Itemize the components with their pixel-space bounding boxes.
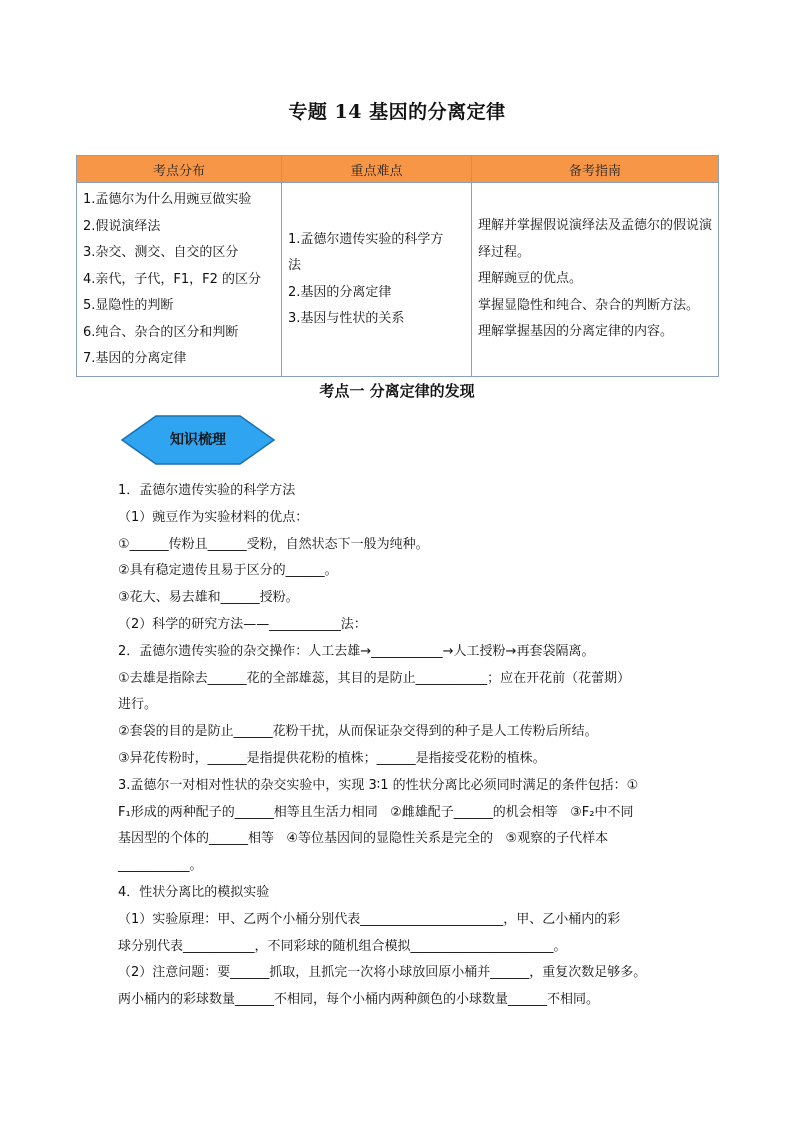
overview-table bbox=[76, 155, 719, 377]
table-header-row bbox=[77, 156, 719, 183]
content-line: 4．性状分离比的模拟实验 bbox=[118, 884, 270, 900]
difficulty-item: 2.基因的分离定律 bbox=[288, 284, 392, 300]
header-key-difficulties: 重点难点 bbox=[282, 156, 472, 183]
exam-point-item: 3.杂交、测交、自交的区分 bbox=[83, 245, 239, 260]
table-row bbox=[77, 183, 719, 377]
content-line: ①______传粉且______受粉，自然状态下一般为纯种。 bbox=[118, 536, 429, 552]
key-difficulties-cell bbox=[282, 183, 472, 377]
content-line: ___________。 bbox=[118, 858, 203, 874]
content-body bbox=[118, 478, 678, 1014]
guide-item: 理解并掌握假说演绎法及孟德尔的假说演绎过程。 bbox=[478, 218, 713, 260]
exam-point-item: 4.亲代，子代，F1，F2 的区分 bbox=[83, 271, 262, 287]
content-line: 3.孟德尔一对相对性状的杂交实验中，实现 3∶1 的性状分离比必须同时满足的条件包括：① bbox=[118, 777, 639, 793]
content-line: ③异花传粉时，______是指提供花粉的植株；______是指接受花粉的植株。 bbox=[118, 750, 546, 766]
exam-point-item: 6.纯合、杂合的区分和判断 bbox=[83, 324, 239, 340]
exam-point-item: 5.显隐性的判断 bbox=[83, 298, 174, 313]
content-line: F₁形成的两种配子的______相等且生活力相同 ②雌雄配子______的机会相等 ③F₂中不同 bbox=[118, 804, 634, 820]
content-line: （2）科学的研究方法——___________法： bbox=[118, 616, 367, 632]
content-line: ③花大、易去雄和______授粉。 bbox=[118, 590, 299, 606]
page-title: 专题 14 基因的分离定律 bbox=[288, 101, 506, 123]
content-line: ①去雄是指除去______花的全部雄蕊，其目的是防止___________；应在开花前（花蕾期） bbox=[118, 670, 631, 686]
exam-point-item: 2.假说演绎法 bbox=[83, 218, 161, 234]
difficulty-item: 1.孟德尔遗传实验的科学方 bbox=[288, 231, 444, 247]
guide-item: 掌握显隐性和纯合、杂合的判断方法。 bbox=[478, 297, 700, 313]
content-line: （1）实验原理：甲、乙两个小桶分别代表______________________，甲、乙小桶内的彩 bbox=[118, 911, 621, 927]
content-line: 两小桶内的彩球数量______不相同，每个小桶内两种颜色的小球数量______不相同。 bbox=[118, 992, 600, 1008]
guide-item: 理解豌豆的优点。 bbox=[478, 271, 583, 287]
exam-points-cell bbox=[77, 183, 282, 377]
exam-point-item: 7.基因的分离定律 bbox=[83, 351, 187, 366]
content-line: 1．孟德尔遗传实验的科学方法 bbox=[118, 483, 296, 498]
content-line: （2）注意问题：要______抓取，且抓完一次将小球放回原小桶并______，重复次数足够多。 bbox=[118, 965, 647, 981]
header-exam-points: 考点分布 bbox=[77, 156, 282, 183]
difficulty-item: 法 bbox=[288, 258, 302, 273]
study-guide-cell bbox=[472, 183, 719, 377]
knowledge-badge bbox=[120, 414, 276, 466]
guide-item: 理解掌握基因的分离定律的内容。 bbox=[478, 324, 674, 340]
content-line: ②具有稳定遗传且易于区分的______。 bbox=[118, 563, 338, 579]
difficulty-item: 3.基因与性状的关系 bbox=[288, 311, 405, 326]
content-line: 基因型的个体的______相等 ④等位基因间的显隐性关系是完全的 ⑤观察的子代样本 bbox=[118, 831, 609, 847]
content-line: 2．孟德尔遗传实验的杂交操作：人工去雄→___________→人工授粉→再套袋隔离。 bbox=[118, 643, 595, 659]
content-line: （1）豌豆作为实验材料的优点： bbox=[118, 509, 309, 525]
content-line: 球分别代表___________，不同彩球的随机组合模拟______________________。 bbox=[118, 938, 567, 954]
badge-label: 知识梳理 bbox=[170, 432, 226, 448]
exam-point-item: 1.孟德尔为什么用豌豆做实验 bbox=[83, 192, 252, 207]
header-study-guide: 备考指南 bbox=[472, 156, 719, 183]
content-line: ②套袋的目的是防止______花粉干扰，从而保证杂交得到的种子是人工传粉后所结。 bbox=[118, 724, 598, 740]
section-title: 考点一 分离定律的发现 bbox=[319, 382, 475, 400]
content-line: 进行。 bbox=[118, 697, 158, 713]
